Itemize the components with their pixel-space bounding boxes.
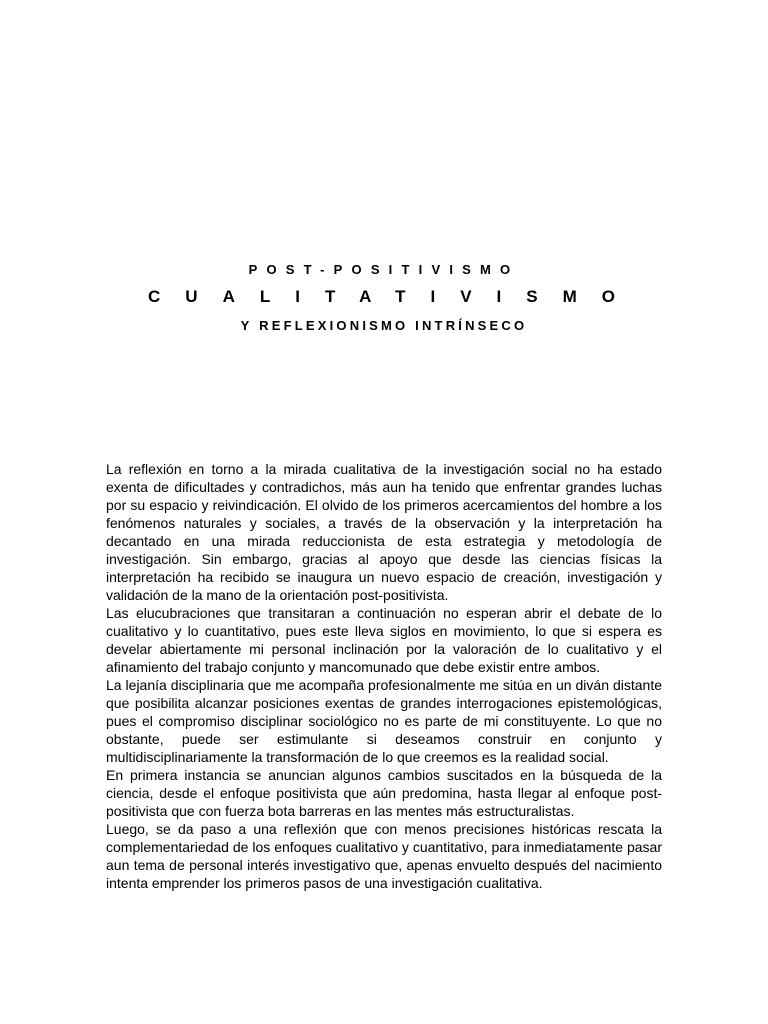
paragraph-5: Luego, se da paso a una reflexión que con menos precisiones históricas rescata la complementariedad de los enfoques cualitativo y cuantitativo, para inmediatamente pasar aun tema de personal interés investigativo que, apenas envuelto después del nacimiento intenta emprender los primeros pasos de una investigación cualitativa.: [106, 821, 662, 891]
title-line-2: CUALITATIVISMO: [148, 287, 640, 306]
title-line-3: Y REFLEXIONISMO INTRÍNSECO: [240, 318, 528, 333]
body-text: [106, 460, 662, 892]
paragraph-4: En primera instancia se anuncian algunos cambios suscitados en la búsqueda de la ciencia, desde el enfoque positivista que aún predomina, hasta llegar al enfoque post-positivista que con fuerza bota barreras en las mentes más estructuralistas.: [106, 767, 662, 819]
paragraph-3: La lejanía disciplinaria que me acompaña profesionalmente me sitúa en un diván distante que posibilita alcanzar posiciones exentas de grandes interrogaciones epistemológicas, pues el compromiso disciplinar sociológico no es parte de mi constituyente. Lo que no obstante, puede ser estimulante si deseamos construir en conjunto y multidisciplinariamente la transformación de lo que creemos es la realidad social.: [106, 677, 662, 765]
title-line-1: POST-POSITIVISMO: [248, 262, 520, 277]
paragraph-2: Las elucubraciones que transitaran a continuación no esperan abrir el debate de lo cualitativo y lo cuantitativo, pues este lleva siglos en movimiento, lo que si espera es develar abiertamente mi personal inclinación por la valoración de lo cualitativo y el afinamiento del trabajo conjunto y mancomunado que debe existir entre ambos.: [106, 605, 662, 675]
paragraph-1: La reflexión en torno a la mirada cualitativa de la investigación social no ha estado exenta de dificultades y contradichos, más aun ha tenido que enfrentar grandes luchas por su espacio y reivindicación. El olvido de los primeros acercamientos del hombre a los fenómenos naturales y sociales, a través de la observación y la interpretación ha decantado en una mirada reduccionista de esta estrategia y metodología de investigación. Sin embargo, gracias al apoyo que desde las ciencias físicas la interpretación ha recibido se inaugura un nuevo espacio de creación, investigación y validación de la mano de la orientación post-positivista.: [106, 461, 662, 603]
